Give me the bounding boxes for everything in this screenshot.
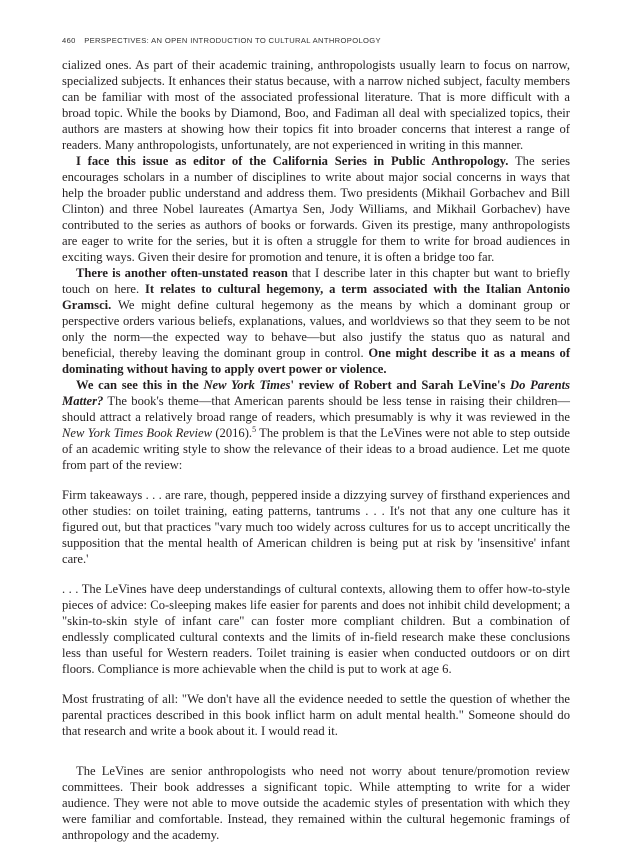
paragraph-4 <box>62 377 570 473</box>
newspaper-title: New York Times <box>203 378 291 392</box>
paragraph-2-text: The series encourages scholars in a number of disciplines to write about major social concerns in ways that help the broader public understand and address them. Two presidents (Mikhail Gorbachev and Bill Clinton) and three Nobel laureates (Amartya Sen, Jody Williams, and Mikhail Gorbachev) have contributed to the series as authors of books or forwards. Given its prestige, many anthropologists are eager to write for the series, but it is often a struggle for them to write for broad audiences in exciting ways. Given their desire for promotion and tenure, it is often a bridge too far. <box>62 154 570 264</box>
running-title: PERSPECTIVES: AN OPEN INTRODUCTION TO CULTURAL ANTHROPOLOGY <box>84 36 381 45</box>
paragraph-5: The LeVines are senior anthropologists who need not worry about tenure/promotion review committees. Their book addresses a significant topic. While attempting to write for a wider audience. They were not able to move outside the academic styles of presentation with which they were familiar and comfortable. Instead, they remained within the cultural hegemonic framings of anthropology and the academy. <box>62 764 570 842</box>
book-title: Do Parents Matter? <box>62 378 570 408</box>
paragraph-3-bold-3: One might describe it as a means of dominating without having to apply overt power or violence. <box>62 346 571 376</box>
page-number: 460 <box>62 36 76 45</box>
paragraph-3-bold-2: It relates to cultural hegemony, a term associated with the Italian Antonio Gramsci. <box>62 282 571 312</box>
paragraph-3-text-2: We might define cultural hegemony as the means by which a dominant group or perspective orders various beliefs, explanations, values, and worldviews so that they seem to be not only the norm—the expected way to behave—but also justify the status quo as natural and beneficial, thereby leaving the dominant group in control. <box>62 298 570 360</box>
block-quote-3: Most frustrating of all: "We don't have all the evidence needed to settle the question of whether the parental practices described in this book inflict harm on adult mental health." Someone should do that research and write a book about it. I would read it. <box>62 692 570 738</box>
paragraph-2 <box>62 153 570 265</box>
paragraph-4-text-a: The book's theme—that American parents should be less tense in raising their children—should attract a relatively broad range of readers, which presumably is why it was reviewed in the <box>62 394 570 424</box>
paragraph-4-lead-a: We can see this in the <box>76 378 204 392</box>
block-quote-1: Firm takeaways . . . are rare, though, peppered inside a dizzying survey of firsthand experiences and other studies: on toilet training, eating patterns, tantrums . . . It's not that any one culture has it figured out, but that practices "vary much too widely across cultures for us to accept uncritically the supposition that the mental health of American children is being put at risk by 'insensitive' infant care.' <box>62 488 570 566</box>
paragraph-3-text-1: that I describe later in this chapter but want to briefly touch on here. <box>62 266 570 296</box>
running-header <box>62 36 381 45</box>
paragraph-4-text-b: (2016). <box>212 426 253 440</box>
paragraph-4-text-c: The problem is that the LeVines were not able to step outside of an academic writing style to show the relevance of their ideas to a broad audience. Let me quote from part of the review: <box>62 426 570 472</box>
page-body <box>62 57 570 843</box>
paragraph-3-lead: There is another often-unstated reason <box>76 266 288 280</box>
paragraph-4-lead-b: ' review of Robert and Sarah LeVine's <box>290 378 511 392</box>
paragraph-3 <box>62 265 570 377</box>
block-quote-2: . . . The LeVines have deep understandings of cultural contexts, allowing them to offer how-to-style pieces of advice: Co-sleeping makes life easier for parents and does not inhibit child development; a "skin-to-skin style of infant care" can foster more compliant children. But a combination of endlessly complicated cultural contexts and the limits of in-field research make these conclusions less than useful for Western readers. Toilet training is easier when conducted outdoors or on dirt floors. Compliance is more achievable when the child is put to work at age 6. <box>62 582 570 676</box>
paragraph-1: cialized ones. As part of their academic training, anthropologists usually learn to focus on narrow, specialized subjects. It enhances their status because, with a narrow niched subject, faculty members can be familiar with most of the associated professional literature. That is more difficult with a broad topic. While the books by Diamond, Boo, and Fadiman all deal with specialized topics, their authors are masters at showing how their topics fit into broader concerns that interest a range of readers. Many anthropologists, unfortunately, are not experienced in writing in this manner. <box>62 58 570 152</box>
paragraph-2-lead: I face this issue as editor of the California Series in Public Anthropology. <box>76 154 509 168</box>
footnote-marker[interactable]: 5 <box>252 424 257 434</box>
review-title: New York Times Book Review <box>62 426 212 440</box>
